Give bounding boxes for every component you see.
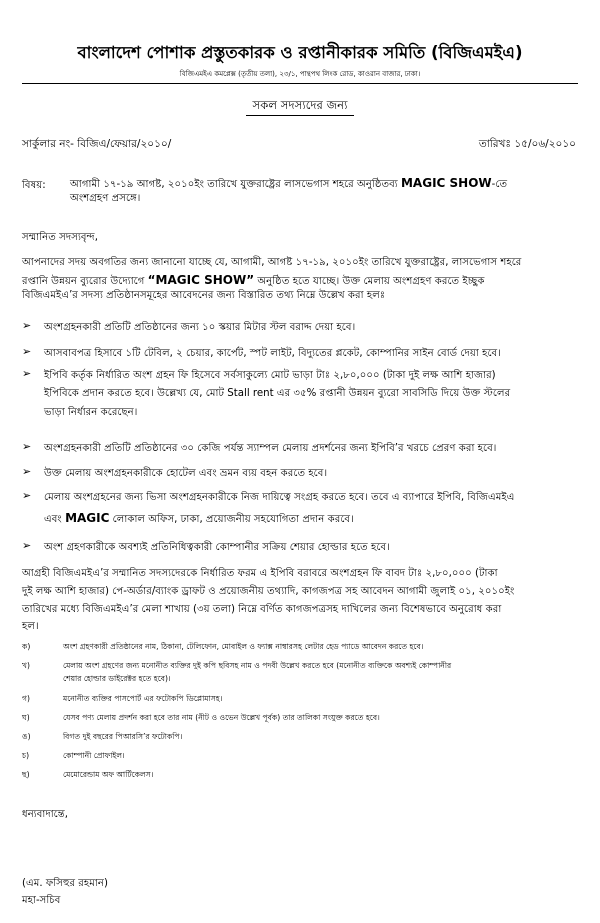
doc-label-a: ক) [22, 642, 31, 651]
bullet-furniture: আসবাবপত্র হিসাবে ১টি টেবিল, ২ চেয়ার, কার্পেট, স্পট লাইট, বিদ্যুতের প্লকেট, কোম্পানির সাইন বোর্ড দেয়া হবে। [44, 348, 501, 359]
doc-item-b-line-2: শেয়ার হোল্ডার ডাইরেক্টর হতে হবে)। [63, 674, 171, 683]
stall-rent-term: Stall rent [227, 388, 274, 399]
doc-label-d: ঘ) [22, 713, 30, 722]
fee-line-2-start: ইপিবিকে প্রদান করতে হবে। উল্লেখ্য যে, মোট [44, 388, 225, 399]
visa-line-2-end: লোকাল অফিস, ঢাকা, প্রয়োজনীয় সহযোগিতা প্রদান করবে। [112, 514, 354, 525]
bullet-samples: অংশগ্রহনকারী প্রতিটি প্রতিষ্ঠানের ৩০ কেজি পর্যন্ত স্যাম্পল মেলায় প্রদর্শনের জন্য ইপিবি’র খরচে প্রেরণ করা হবে। [44, 443, 497, 454]
doc-label-e: ঙ) [22, 732, 31, 741]
intro-line-2-end: অনুষ্ঠিত হতে যাচ্ছে। উক্ত মেলায় অংশগ্রহণ করতে ইচ্ছুক [257, 276, 485, 287]
subject-label: বিষয়: [22, 180, 46, 191]
request-line-2: দুই লক্ষ আশি হাজার) পে-অর্ডার/ব্যাংক ড্রাফট ও প্রয়োজনীয় তথ্যাদি, কাগজপত্র সহ আবেদন আগামী জুলাই ০১, ২০১০ইং [22, 586, 515, 597]
closing: ধন্যবাদান্তে, [22, 809, 69, 820]
subject-event-name: MAGIC SHOW [400, 176, 492, 190]
doc-item-a: অংশ গ্রহণকারী প্রতিষ্ঠানের নাম, ঠিকানা, টেলিফোন, মোবাইল ও ফ্যাক্স নাম্বারসহ লেটার হেড প্যাডে আবেদন করতে হবে। [63, 642, 424, 651]
bullet-arrow-icon: ➢ [22, 465, 32, 478]
bullet-arrow-icon: ➢ [22, 345, 32, 358]
doc-item-c: মনোনীত ব্যক্তির পাসপোর্ট এর ফটোকপি ডিপ্লোমাসহ। [63, 694, 223, 703]
doc-label-c: গ) [22, 694, 30, 703]
audience-underline [246, 115, 354, 116]
intro-event-name: “MAGIC SHOW” [147, 273, 255, 287]
request-line-3: তারিখের মধ্যে বিজিএমইএ’র মেলা শাখায় (৩য় তলা) নিম্নে বর্ণিত কাগজপত্রসহ দাখিলের জন্য বিশেষভাবে অনুরোধ করা [22, 604, 502, 615]
doc-label-f: চ) [22, 751, 30, 760]
doc-item-b-line-1: মেলায় অংশ গ্রহণের জন্য মনোনীত ব্যক্তির দুই কপি ছবিসহ নাম ও পদবী উল্লেখ করতে হবে (মনোনীত ব্যক্তিকে অবশ্যই কোম্পানীর [63, 661, 452, 670]
doc-item-e: বিগত দুই বছরের পিআরসি’র ফটোকপি। [63, 732, 183, 741]
organization-address: বিজিএমইএ কমপ্লেক্স (তৃতীয় তলা), ২৩/১, পান্থপথ লিংক রোড, কাওরান বাজার, ঢাকা। [179, 70, 421, 78]
bullet-fee-line-3: ভাড়া নির্ধারন করেছেন। [44, 407, 138, 418]
doc-item-d: যেসব পণ্য মেলায় প্রদর্শন করা হবে তার নাম (নীট ও ওভেন উল্লেখ পূর্বক) তার তালিকা সংযুক্ত করতে হবে। [63, 713, 380, 722]
request-line-1: আগ্রহী বিজিএমইএ’র সম্মানিত সদস্যদেরকে নির্ধারিত ফরম এ ইপিবি বরাবরে অংশগ্রহন ফি বাবদ টাঃ ২,৮০,০০০ (টাকা [22, 568, 498, 579]
circular-number: সার্কুলার নং- বিজিএ/ফেয়ার/২০১০/ [22, 138, 172, 150]
request-line-4: হল। [22, 621, 39, 632]
bullet-arrow-icon: ➢ [22, 489, 32, 502]
bullet-hotel-travel: উক্ত মেলায় অংশগ্রহনকারীকে হোটেল এবং ভ্রমন ব্যয় বহন করতে হবে। [44, 468, 328, 479]
doc-label-g: ছ) [22, 770, 30, 779]
subject-text: আগামী ১৭-১৯ আগষ্ট, ২০১০ইং তারিখে যুক্তরাষ্ট্রের লাসভেগাস শহরে অনুষ্ঠিতব্য [70, 179, 398, 190]
organization-title: বাংলাদেশ পোশাক প্রস্তুতকারক ও রপ্তানীকারক সমিতি (বিজিএমইএ) [77, 43, 523, 62]
bullet-arrow-icon: ➢ [22, 367, 32, 380]
intro-line-1: আপনাদের সদয় অবগতির জন্য জানানো যাচ্ছে যে, আগামী, আগষ্ট ১৭-১৯, ২০১০ইং তারিখে যুক্তরাষ্ট্রের, লাসভেগাস শহরে [22, 257, 522, 268]
doc-item-f: কোম্পানী প্রোফাইল। [63, 751, 125, 760]
circular-date: তারিখঃ ১৫/০৬/২০১০ [478, 138, 576, 150]
visa-line-2-start: এবং [44, 514, 62, 525]
header-divider [22, 83, 578, 84]
doc-item-g: মেমোরেন্ডাম অফ আর্টিকেলস। [63, 770, 154, 779]
bullet-arrow-icon: ➢ [22, 319, 32, 332]
doc-label-b: খ) [22, 661, 30, 670]
fee-line-2-end: এর ৩৫% রপ্তানী উন্নয়ন ব্যুরো সাবসিডি দিয়ে উক্ত স্টলের [276, 388, 511, 399]
signatory-designation: মহা-সচিব [22, 895, 61, 906]
intro-line-2-start: রপ্তানি উন্নয়ন ব্যুরোর উদ্যোগে [22, 276, 145, 287]
signatory-name: (এম. ফসিহুর রহমান) [22, 878, 108, 889]
bullet-arrow-icon: ➢ [22, 440, 32, 453]
bullet-stall-size: অংশগ্রহনকারী প্রতিটি প্রতিষ্ঠানের জন্য ১০ স্কয়ার মিটার স্টল বরাদ্দ দেয়া হবে। [44, 322, 356, 333]
bullet-fee-line-1: ইপিবি কর্তৃক নির্ধারিত অংশ গ্রহন ফি হিসেবে সর্বসাকুল্যে মোট ভাড়া টাঃ ২,৮০,০০০ (টাকা দুই লক্ষ আশি হাজার) [44, 370, 496, 381]
bullet-visa-line-2 [44, 510, 354, 528]
intro-line-3: বিজিএমইএ’র সদস্য প্রতিষ্ঠানসমূহের আবেদনের জন্য বিস্তারিত তথ্য নিম্নে উল্লেখ করা হলঃ [22, 290, 386, 301]
bullet-fee-line-2 [44, 386, 510, 402]
subject-suffix: -তে [491, 179, 508, 190]
magic-term: MAGIC [65, 511, 110, 525]
bullet-visa-line-1: মেলায় অংশগ্রহনের জন্য ভিসা অংশগ্রহনকারীকে নিজ দায়িত্বে সংগ্রহ করতে হবে। তবে এ ব্যাপারে ইপিবি, বিজিএমইএ [44, 492, 515, 503]
salutation: সম্মানিত সদস্যবৃন্দ, [22, 232, 98, 243]
bullet-arrow-icon: ➢ [22, 539, 32, 552]
bullet-shareholder: অংশ গ্রহণকারীকে অবশ্যই প্রতিনিধিত্বকারী কোম্পানীর সক্রিয় শেয়ার হোল্ডার হতে হবে। [44, 542, 390, 553]
audience-heading: সকল সদস্যদের জন্য [252, 98, 348, 112]
subject-line-2: অংশগ্রহণ প্রসঙ্গে। [70, 193, 141, 204]
